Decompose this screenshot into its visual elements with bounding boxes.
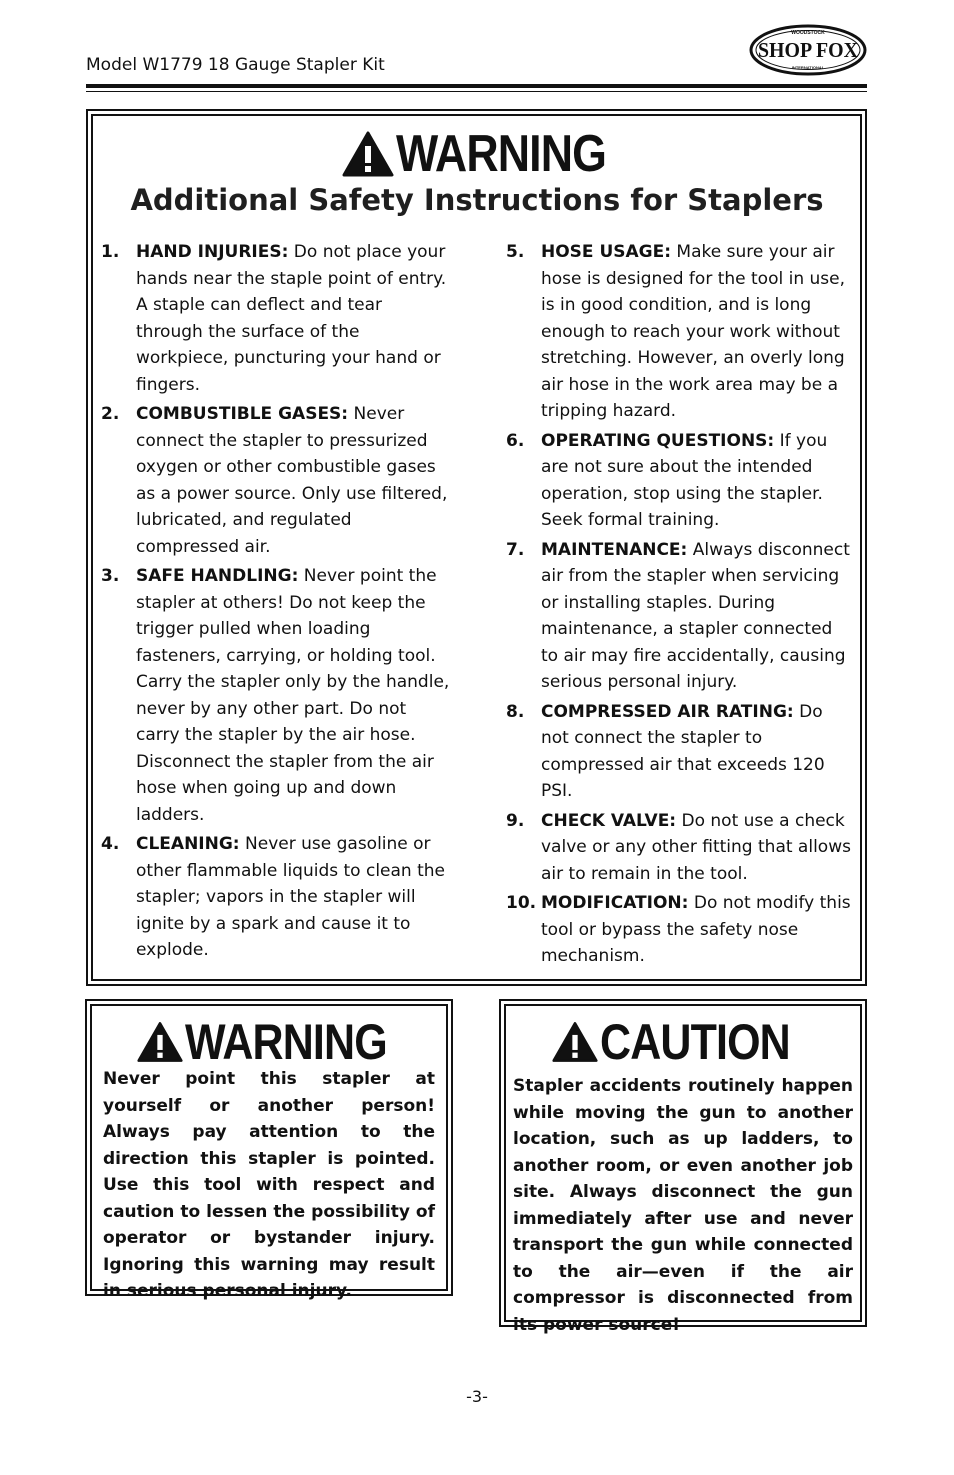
list-item-text: Never use gasoline or other flammable liquids to clean the stapler; vapors in the stapler will ignite by a spark and cause it to explode. (136, 834, 446, 960)
list-item (506, 239, 852, 425)
list-item-label: OPERATING QUESTIONS: (541, 430, 775, 451)
warning-box-signal-word: WARNING (185, 1014, 387, 1070)
warning-triangle-icon (342, 131, 394, 177)
list-item (506, 537, 852, 696)
list-item-number: 2. (101, 404, 120, 424)
header-rule-thin (86, 91, 867, 92)
warning-triangle-icon (137, 1021, 183, 1063)
list-item-number: 7. (506, 539, 525, 560)
list-item-number: 8. (506, 701, 525, 722)
list-item-text: Do not place your hands near the staple point of entry. A staple can deflect and tear through the surface of the workpiece, puncturing your hand or fingers. (136, 242, 447, 395)
caution-box-signal-word: CAUTION (600, 1014, 790, 1070)
main-warning-title: Additional Safety Instructions for Staplers (130, 183, 824, 217)
list-item (101, 239, 453, 398)
warning-box-heading (137, 1014, 420, 1070)
list-item-label: CHECK VALVE: (541, 810, 677, 831)
list-item-text: Do not use a check valve or any other fitting that allows air to remain in the tool. (541, 810, 851, 884)
list-item-number: 1. (101, 242, 120, 262)
safety-list-left (101, 239, 453, 967)
list-item-label: SAFE HANDLING: (136, 566, 299, 586)
list-item-number: 9. (506, 810, 525, 831)
list-item-number: 10. (506, 893, 537, 913)
list-item-text: Never connect the stapler to pressurized oxygen or other combustible gases as a power source. Only use filtered, lubricated, and regulated compressed air. (136, 404, 448, 557)
list-item-number: 6. (506, 430, 525, 451)
list-item-text: Do not connect the stapler to compressed air that exceeds 120 PSI. (541, 701, 825, 801)
logo-arc-top: WOODSTOCK (791, 30, 825, 36)
list-item-number: 5. (506, 242, 525, 262)
caution-box-heading (552, 1014, 821, 1070)
safety-list-right (506, 239, 852, 973)
list-item-label: HOSE USAGE: (541, 242, 672, 262)
logo-text: SHOP FOX (758, 38, 858, 62)
warning-box-text: Never point this stapler at yourself or another person! Always pay attention to the direction this stapler is pointed. Use this tool with respect and caution to lessen the possibility of operator or bystander injury. Ignoring this warning may result in serious personal injury. (103, 1069, 435, 1301)
header-rule-thick (86, 84, 867, 88)
list-item (506, 808, 852, 888)
main-warning-heading (342, 125, 640, 183)
list-item-number: 4. (101, 834, 120, 854)
header-model-title: Model W1779 18 Gauge Stapler Kit (86, 55, 385, 75)
main-warning-signal-word: WARNING (396, 125, 607, 183)
list-item-text: If you are not sure about the intended operation, stop using the stapler. Seek formal training. (541, 430, 828, 530)
list-item (506, 699, 852, 805)
list-item-text: Never point the stapler at others! Do not keep the trigger pulled when loading fasteners, carrying, or holding tool. Carry the stapler only by the handle, never by any other part. Do not carry the stapler by the air hose. Disconnect the stapler from the air hose when going up and down ladders. (136, 566, 450, 825)
list-item (101, 563, 453, 828)
warning-triangle-icon (552, 1021, 598, 1063)
list-item (506, 890, 852, 970)
list-item (101, 831, 453, 964)
list-item-number: 3. (101, 566, 120, 586)
list-item-label: COMPRESSED AIR RATING: (541, 701, 794, 722)
list-item-label: MAINTENANCE: (541, 539, 688, 560)
list-item (506, 428, 852, 534)
list-item-label: COMBUSTIBLE GASES: (136, 404, 349, 424)
list-item-text: Do not modify this tool or bypass the safety nose mechanism. (541, 893, 851, 966)
list-item-label: CLEANING: (136, 834, 240, 854)
logo-arc-bottom: INTERNATIONAL (791, 65, 825, 70)
list-item-text: Make sure your air hose is designed for the tool in use, is in good condition, and is long enough to reach your work without stretching. However, an overly long air hose in the work area may be a tripping hazard. (541, 242, 845, 421)
list-item-text: Always disconnect air from the stapler when servicing or installing staples. During maintenance, a stapler connected to air may fire accidentally, causing serious personal injury. (541, 539, 850, 692)
list-item-label: HAND INJURIES: (136, 242, 289, 262)
list-item-label: MODIFICATION: (541, 893, 689, 913)
shop-fox-logo (748, 22, 868, 76)
page-number: -3- (466, 1387, 488, 1406)
list-item (101, 401, 453, 560)
caution-box-text: Stapler accidents routinely happen while moving the gun to another location, such as up ladders, to another room, or even another job site. Always disconnect the gun immediately after use and never transport the gun while connected to the air—even if the air compressor is disconnected from its power source! (513, 1076, 853, 1335)
